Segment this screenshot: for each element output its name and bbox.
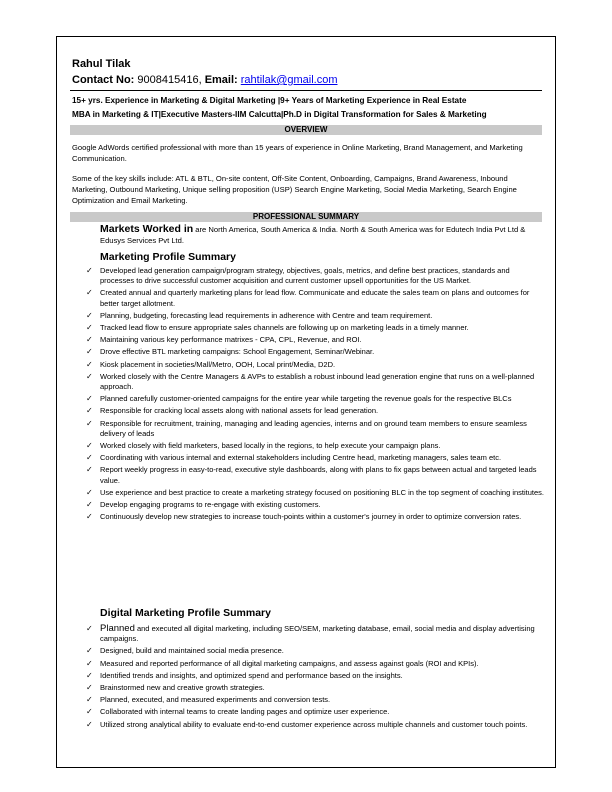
list-item (86, 372, 544, 392)
list-item (86, 500, 544, 510)
checkmark-icon: ✓ (86, 335, 93, 345)
list-item-text: Collaborated with internal teams to create landing pages and optimize user experience. (100, 707, 390, 717)
header-divider (70, 90, 542, 91)
list-item-text: Responsible for recruitment, training, managing and leading agencies, interns and on ground team members to ensure seamless delivery of leads (100, 418, 527, 438)
contact-line (72, 74, 338, 86)
overview-paragraph-2: Some of the key skills include: ATL & BTL, On-site content, Off-Site Content, Onboarding, Campaigns, Brand Awareness, Inbound Marketing, Outbound Marketing, Unique selling proposition (USP) Search Engine Marketing, Social Media Marketing, Search Engine Optimization and Email Marketing. (72, 174, 517, 206)
list-item-text: Responsible for cracking local assets along with national assets for lead generation. (100, 406, 379, 416)
checkmark-icon: ✓ (86, 371, 93, 381)
checkmark-icon: ✓ (86, 719, 93, 729)
checkmark-icon: ✓ (86, 359, 93, 369)
list-item (86, 488, 544, 498)
checkmark-icon: ✓ (86, 624, 93, 633)
checkmark-icon: ✓ (86, 394, 93, 404)
email-link[interactable]: rahtilak@gmail.com (240, 74, 338, 86)
list-item-text: Utilized strong analytical ability to evaluate end-to-end customer experience across multiple channels and customer touch points. (100, 719, 528, 729)
list-item-text: Tracked lead flow to ensure appropriate sales channels are following up on marketing leads in a timely manner. (100, 323, 469, 333)
list-item-text: Kiosk placement in societies/Mall/Metro, OOH, Local print/Media, D2D. (100, 359, 336, 369)
list-item (86, 453, 544, 463)
list-item (86, 624, 544, 644)
list-item-text: Brainstormed new and creative growth strategies. (100, 683, 265, 693)
checkmark-icon: ✓ (86, 658, 93, 668)
markets-text: are North America, South America & India. North & South America was for Edutech India Pvt Ltd & Edusys Services Pvt Ltd. (100, 225, 526, 245)
list-item (86, 347, 544, 357)
checkmark-icon: ✓ (86, 323, 93, 333)
list-item-lead-word: Planned (100, 623, 135, 634)
overview-paragraph-1: Google AdWords certified professional with more than 15 years of experience in Online Marketing, Brand Management, and Marketing Communication. (72, 143, 523, 164)
checkmark-icon: ✓ (86, 683, 93, 693)
checkmark-icon: ✓ (86, 646, 93, 656)
list-item-text: Use experience and best practice to create a marketing strategy focused on positioning BLC in the top segment of coaching institutes. (100, 487, 545, 497)
list-item (86, 441, 544, 451)
digital-marketing-profile-list (86, 624, 544, 732)
list-item (86, 465, 544, 485)
list-item-text: Identified trends and insights, and optimized spend and performance based on the insights. (100, 670, 403, 680)
highlight-line-2: MBA in Marketing & IT|Executive Masters-IIM Calcutta|Ph.D in Digital Transformation for Sales & Marketing (72, 110, 487, 119)
checkmark-icon: ✓ (86, 707, 93, 717)
list-item-text: Designed, build and maintained social media presence. (100, 646, 284, 656)
list-item (86, 323, 544, 333)
list-item-text: Planned, executed, and measured experiments and conversion tests. (100, 695, 331, 705)
checkmark-icon: ✓ (86, 487, 93, 497)
list-item (86, 406, 544, 416)
list-item-text: Measured and reported performance of all digital marketing campaigns, and assess against goals (ROI and KPIs). (100, 658, 479, 668)
markets-title: Markets Worked in (100, 223, 194, 235)
list-item-text: Drove effective BTL marketing campaigns: School Engagement, Seminar/Webinar. (100, 347, 375, 357)
list-item-text: Develop engaging programs to re-engage with existing customers. (100, 500, 321, 510)
list-item-text: Maintaining various key performance matrixes - CPA, CPL, Revenue, and ROI. (100, 335, 362, 345)
list-item (86, 646, 544, 656)
checkmark-icon: ✓ (86, 288, 93, 298)
list-item (86, 512, 544, 522)
digital-marketing-profile-title: Digital Marketing Profile Summary (100, 607, 271, 619)
list-item-text: and executed all digital marketing, including SEO/SEM, marketing database, email, social media and display advertising campaigns. (100, 624, 535, 644)
list-item (86, 360, 544, 370)
list-item-text: Planned carefully customer-oriented campaigns for the entire year while targeting the revenue goals for the respective BLCs (100, 394, 512, 404)
checkmark-icon: ✓ (86, 406, 93, 416)
overview-heading: OVERVIEW (70, 125, 542, 135)
checkmark-icon: ✓ (86, 453, 93, 463)
marketing-profile-list (86, 266, 544, 524)
checkmark-icon: ✓ (86, 441, 93, 451)
list-item (86, 335, 544, 345)
list-item-text: Developed lead generation campaign/program strategy, objectives, goals, metrics, and define best practices, standards and processes to drive successful customer acquisition and current customer upsell opportunities for the US Market. (100, 266, 510, 286)
phone-number: 9008415416, (137, 74, 202, 86)
contact-label: Contact No: (72, 74, 135, 86)
list-item-text: Created annual and quarterly marketing plans for lead flow. Communicate and educate the sales team on plans and outcomes for better target allotment. (100, 288, 530, 308)
list-item (86, 707, 544, 717)
checkmark-icon: ✓ (86, 310, 93, 320)
checkmark-icon: ✓ (86, 465, 93, 475)
list-item (86, 659, 544, 669)
checkmark-icon: ✓ (86, 347, 93, 357)
list-item (86, 311, 544, 321)
highlight-line-1: 15+ yrs. Experience in Marketing & Digital Marketing |9+ Years of Marketing Experience in Real Estate (72, 96, 467, 105)
list-item (86, 720, 544, 730)
markets-worked-in (100, 224, 540, 246)
list-item-text: Report weekly progress in easy-to-read, executive style dashboards, along with plans to fix gaps between actual and targeted leads value. (100, 465, 537, 485)
list-item (86, 683, 544, 693)
list-item-text: Coordinating with various internal and external stakeholders including Centre head, marketing managers, sales team etc. (100, 453, 502, 463)
list-item (86, 266, 544, 286)
list-item-text: Continuously develop new strategies to increase touch-points within a customer's journey in order to optimize conversion rates. (100, 512, 522, 522)
professional-summary-heading: PROFESSIONAL SUMMARY (70, 212, 542, 222)
list-item-text: Worked closely with field marketers, based locally in the regions, to help execute your campaign plans. (100, 441, 441, 451)
list-item-text: Planning, budgeting, forecasting lead requirements in adherence with Centre and team requirement. (100, 310, 433, 320)
list-item (86, 419, 544, 439)
email-label: Email: (204, 74, 238, 86)
checkmark-icon: ✓ (86, 512, 93, 522)
list-item (86, 288, 544, 308)
list-item (86, 394, 544, 404)
list-item (86, 671, 544, 681)
checkmark-icon: ✓ (86, 500, 93, 510)
checkmark-icon: ✓ (86, 266, 93, 275)
marketing-profile-title: Marketing Profile Summary (100, 251, 236, 263)
checkmark-icon: ✓ (86, 695, 93, 705)
list-item-text: Worked closely with the Centre Managers & AVPs to establish a robust inbound lead generation engine that runs on a well-planned approach. (100, 371, 535, 392)
checkmark-icon: ✓ (86, 418, 93, 428)
list-item (86, 695, 544, 705)
checkmark-icon: ✓ (86, 670, 93, 680)
candidate-name: Rahul Tilak (72, 58, 131, 70)
